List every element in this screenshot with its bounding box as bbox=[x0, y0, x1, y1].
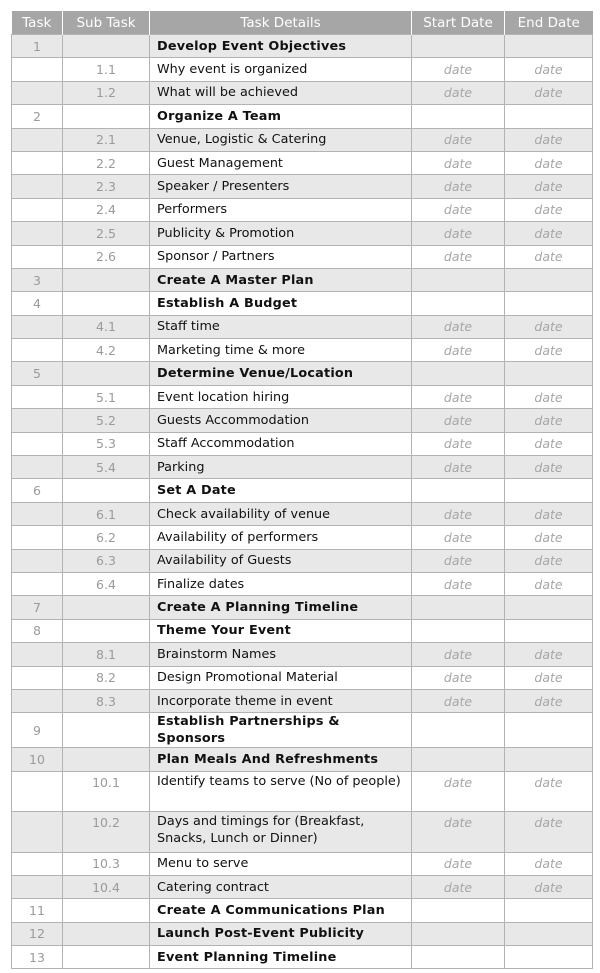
task-detail: Event location hiring bbox=[150, 385, 412, 408]
start-date: date bbox=[412, 852, 505, 875]
subtask-number: 10.1 bbox=[63, 771, 150, 811]
subtask-row bbox=[12, 222, 593, 245]
end-date: date bbox=[505, 572, 593, 595]
task-row bbox=[12, 748, 593, 771]
subtask-number bbox=[63, 479, 150, 502]
end-date: date bbox=[505, 245, 593, 268]
subtask-row bbox=[12, 526, 593, 549]
task-number: 1 bbox=[12, 35, 63, 58]
end-date: date bbox=[505, 128, 593, 151]
start-date: date bbox=[412, 175, 505, 198]
subtask-row bbox=[12, 151, 593, 174]
task-detail: Plan Meals And Refreshments bbox=[150, 748, 412, 771]
subtask-row bbox=[12, 385, 593, 408]
subtask-number: 2.6 bbox=[63, 245, 150, 268]
end-date bbox=[505, 596, 593, 619]
task-number: 6 bbox=[12, 479, 63, 502]
task-detail: Venue, Logistic & Catering bbox=[150, 128, 412, 151]
task-detail: Guest Management bbox=[150, 151, 412, 174]
task-detail: Establish Partnerships & Sponsors bbox=[150, 713, 412, 748]
task-number: 10 bbox=[12, 748, 63, 771]
task-number bbox=[12, 315, 63, 338]
start-date: date bbox=[412, 502, 505, 525]
start-date bbox=[412, 713, 505, 748]
subtask-row bbox=[12, 572, 593, 595]
end-date: date bbox=[505, 666, 593, 689]
subtask-number: 6.2 bbox=[63, 526, 150, 549]
subtask-number: 2.3 bbox=[63, 175, 150, 198]
task-row bbox=[12, 922, 593, 945]
task-number bbox=[12, 198, 63, 221]
end-date: date bbox=[505, 432, 593, 455]
subtask-number bbox=[63, 619, 150, 642]
start-date bbox=[412, 292, 505, 315]
end-date: date bbox=[505, 643, 593, 666]
start-date: date bbox=[412, 643, 505, 666]
start-date bbox=[412, 362, 505, 385]
end-date bbox=[505, 899, 593, 922]
task-number bbox=[12, 666, 63, 689]
end-date bbox=[505, 105, 593, 128]
subtask-number: 5.1 bbox=[63, 385, 150, 408]
header-start-date: Start Date bbox=[412, 11, 505, 35]
end-date: date bbox=[505, 502, 593, 525]
task-row bbox=[12, 899, 593, 922]
header-task: Task bbox=[12, 11, 63, 35]
task-number bbox=[12, 432, 63, 455]
subtask-number bbox=[63, 105, 150, 128]
subtask-number: 6.1 bbox=[63, 502, 150, 525]
start-date: date bbox=[412, 385, 505, 408]
subtask-row bbox=[12, 689, 593, 712]
end-date: date bbox=[505, 689, 593, 712]
subtask-number: 8.3 bbox=[63, 689, 150, 712]
end-date: date bbox=[505, 549, 593, 572]
start-date: date bbox=[412, 689, 505, 712]
subtask-number: 8.1 bbox=[63, 643, 150, 666]
subtask-number bbox=[63, 748, 150, 771]
subtask-number bbox=[63, 35, 150, 58]
subtask-row bbox=[12, 175, 593, 198]
task-row bbox=[12, 946, 593, 969]
task-number bbox=[12, 771, 63, 811]
task-number bbox=[12, 526, 63, 549]
task-detail: Performers bbox=[150, 198, 412, 221]
task-detail: Speaker / Presenters bbox=[150, 175, 412, 198]
start-date: date bbox=[412, 409, 505, 432]
task-number bbox=[12, 175, 63, 198]
task-detail: Incorporate theme in event bbox=[150, 689, 412, 712]
subtask-row bbox=[12, 812, 593, 852]
start-date: date bbox=[412, 315, 505, 338]
task-detail: What will be achieved bbox=[150, 81, 412, 104]
task-number bbox=[12, 151, 63, 174]
start-date: date bbox=[412, 549, 505, 572]
task-detail: Why event is organized bbox=[150, 58, 412, 81]
task-detail: Create A Planning Timeline bbox=[150, 596, 412, 619]
end-date bbox=[505, 292, 593, 315]
subtask-row bbox=[12, 81, 593, 104]
task-number: 4 bbox=[12, 292, 63, 315]
subtask-number: 6.3 bbox=[63, 549, 150, 572]
start-date: date bbox=[412, 151, 505, 174]
task-number bbox=[12, 689, 63, 712]
subtask-number: 10.4 bbox=[63, 875, 150, 898]
task-number bbox=[12, 812, 63, 852]
subtask-row bbox=[12, 128, 593, 151]
task-detail: Determine Venue/Location bbox=[150, 362, 412, 385]
subtask-number bbox=[63, 922, 150, 945]
subtask-row bbox=[12, 198, 593, 221]
task-number: 12 bbox=[12, 922, 63, 945]
task-number bbox=[12, 222, 63, 245]
end-date bbox=[505, 946, 593, 969]
end-date: date bbox=[505, 222, 593, 245]
end-date: date bbox=[505, 409, 593, 432]
task-row bbox=[12, 105, 593, 128]
end-date bbox=[505, 922, 593, 945]
subtask-row bbox=[12, 643, 593, 666]
header-end-date: End Date bbox=[505, 11, 593, 35]
task-number bbox=[12, 643, 63, 666]
subtask-row bbox=[12, 666, 593, 689]
task-number bbox=[12, 456, 63, 479]
task-number: 7 bbox=[12, 596, 63, 619]
subtask-number: 1.2 bbox=[63, 81, 150, 104]
subtask-number: 8.2 bbox=[63, 666, 150, 689]
end-date: date bbox=[505, 315, 593, 338]
task-row bbox=[12, 362, 593, 385]
task-detail: Design Promotional Material bbox=[150, 666, 412, 689]
task-number: 2 bbox=[12, 105, 63, 128]
task-number: 9 bbox=[12, 713, 63, 748]
end-date bbox=[505, 748, 593, 771]
task-number bbox=[12, 81, 63, 104]
task-number: 11 bbox=[12, 899, 63, 922]
task-detail: Publicity & Promotion bbox=[150, 222, 412, 245]
end-date: date bbox=[505, 385, 593, 408]
task-number bbox=[12, 409, 63, 432]
task-detail: Create A Master Plan bbox=[150, 268, 412, 291]
task-number bbox=[12, 339, 63, 362]
task-detail: Guests Accommodation bbox=[150, 409, 412, 432]
subtask-number: 2.2 bbox=[63, 151, 150, 174]
end-date: date bbox=[505, 81, 593, 104]
subtask-row bbox=[12, 58, 593, 81]
end-date: date bbox=[505, 456, 593, 479]
subtask-row bbox=[12, 502, 593, 525]
task-detail: Theme Your Event bbox=[150, 619, 412, 642]
subtask-row bbox=[12, 409, 593, 432]
subtask-number: 5.3 bbox=[63, 432, 150, 455]
event-planning-table-container bbox=[11, 11, 592, 969]
task-number bbox=[12, 502, 63, 525]
start-date: date bbox=[412, 58, 505, 81]
task-number bbox=[12, 245, 63, 268]
task-detail: Establish A Budget bbox=[150, 292, 412, 315]
subtask-number: 4.1 bbox=[63, 315, 150, 338]
task-number bbox=[12, 572, 63, 595]
task-number bbox=[12, 128, 63, 151]
task-detail: Menu to serve bbox=[150, 852, 412, 875]
start-date: date bbox=[412, 339, 505, 362]
start-date: date bbox=[412, 128, 505, 151]
start-date bbox=[412, 899, 505, 922]
task-detail: Check availability of venue bbox=[150, 502, 412, 525]
subtask-row bbox=[12, 339, 593, 362]
task-detail: Develop Event Objectives bbox=[150, 35, 412, 58]
start-date: date bbox=[412, 222, 505, 245]
start-date bbox=[412, 619, 505, 642]
subtask-row bbox=[12, 852, 593, 875]
start-date: date bbox=[412, 771, 505, 811]
task-detail: Catering contract bbox=[150, 875, 412, 898]
subtask-number: 5.4 bbox=[63, 456, 150, 479]
task-detail: Parking bbox=[150, 456, 412, 479]
subtask-number bbox=[63, 713, 150, 748]
end-date bbox=[505, 362, 593, 385]
subtask-number bbox=[63, 362, 150, 385]
start-date: date bbox=[412, 245, 505, 268]
task-detail: Staff time bbox=[150, 315, 412, 338]
start-date bbox=[412, 268, 505, 291]
start-date bbox=[412, 479, 505, 502]
subtask-number bbox=[63, 899, 150, 922]
task-number bbox=[12, 58, 63, 81]
end-date: date bbox=[505, 58, 593, 81]
header-row bbox=[12, 11, 593, 35]
subtask-row bbox=[12, 245, 593, 268]
task-row bbox=[12, 619, 593, 642]
end-date: date bbox=[505, 339, 593, 362]
start-date: date bbox=[412, 572, 505, 595]
task-row bbox=[12, 596, 593, 619]
start-date bbox=[412, 922, 505, 945]
subtask-row bbox=[12, 456, 593, 479]
end-date: date bbox=[505, 875, 593, 898]
task-detail: Availability of Guests bbox=[150, 549, 412, 572]
subtask-number: 2.5 bbox=[63, 222, 150, 245]
task-row bbox=[12, 479, 593, 502]
task-detail: Days and timings for (Breakfast, Snacks, Lunch or Dinner) bbox=[150, 812, 412, 852]
subtask-number: 4.2 bbox=[63, 339, 150, 362]
task-detail: Brainstorm Names bbox=[150, 643, 412, 666]
task-detail: Availability of performers bbox=[150, 526, 412, 549]
subtask-row bbox=[12, 771, 593, 811]
start-date: date bbox=[412, 812, 505, 852]
event-planning-table bbox=[11, 11, 593, 969]
task-number bbox=[12, 852, 63, 875]
start-date bbox=[412, 596, 505, 619]
task-detail: Sponsor / Partners bbox=[150, 245, 412, 268]
start-date: date bbox=[412, 432, 505, 455]
subtask-number bbox=[63, 946, 150, 969]
end-date: date bbox=[505, 852, 593, 875]
subtask-number: 10.3 bbox=[63, 852, 150, 875]
subtask-number: 2.4 bbox=[63, 198, 150, 221]
end-date bbox=[505, 713, 593, 748]
start-date: date bbox=[412, 666, 505, 689]
end-date: date bbox=[505, 812, 593, 852]
task-detail: Organize A Team bbox=[150, 105, 412, 128]
end-date bbox=[505, 619, 593, 642]
subtask-row bbox=[12, 432, 593, 455]
task-row bbox=[12, 268, 593, 291]
subtask-number bbox=[63, 596, 150, 619]
subtask-number bbox=[63, 268, 150, 291]
end-date: date bbox=[505, 175, 593, 198]
start-date bbox=[412, 946, 505, 969]
subtask-number: 1.1 bbox=[63, 58, 150, 81]
subtask-number: 10.2 bbox=[63, 812, 150, 852]
task-row bbox=[12, 713, 593, 748]
task-detail: Staff Accommodation bbox=[150, 432, 412, 455]
start-date: date bbox=[412, 526, 505, 549]
table-body bbox=[12, 35, 593, 969]
task-detail: Create A Communications Plan bbox=[150, 899, 412, 922]
subtask-number bbox=[63, 292, 150, 315]
end-date: date bbox=[505, 198, 593, 221]
start-date bbox=[412, 35, 505, 58]
task-row bbox=[12, 292, 593, 315]
task-detail: Set A Date bbox=[150, 479, 412, 502]
subtask-row bbox=[12, 549, 593, 572]
task-number: 5 bbox=[12, 362, 63, 385]
start-date: date bbox=[412, 875, 505, 898]
task-row bbox=[12, 35, 593, 58]
task-detail: Marketing time & more bbox=[150, 339, 412, 362]
subtask-number: 6.4 bbox=[63, 572, 150, 595]
start-date: date bbox=[412, 81, 505, 104]
start-date bbox=[412, 748, 505, 771]
start-date: date bbox=[412, 198, 505, 221]
task-number bbox=[12, 875, 63, 898]
task-detail: Event Planning Timeline bbox=[150, 946, 412, 969]
end-date bbox=[505, 35, 593, 58]
task-number bbox=[12, 549, 63, 572]
start-date bbox=[412, 105, 505, 128]
task-detail: Finalize dates bbox=[150, 572, 412, 595]
end-date bbox=[505, 479, 593, 502]
start-date: date bbox=[412, 456, 505, 479]
task-detail: Identify teams to serve (No of people) bbox=[150, 771, 412, 811]
task-number: 3 bbox=[12, 268, 63, 291]
header-sub-task: Sub Task bbox=[63, 11, 150, 35]
task-detail: Launch Post-Event Publicity bbox=[150, 922, 412, 945]
end-date: date bbox=[505, 151, 593, 174]
task-number bbox=[12, 385, 63, 408]
subtask-row bbox=[12, 315, 593, 338]
subtask-number: 2.1 bbox=[63, 128, 150, 151]
end-date: date bbox=[505, 771, 593, 811]
end-date bbox=[505, 268, 593, 291]
subtask-number: 5.2 bbox=[63, 409, 150, 432]
subtask-row bbox=[12, 875, 593, 898]
task-number: 13 bbox=[12, 946, 63, 969]
end-date: date bbox=[505, 526, 593, 549]
header-task-details: Task Details bbox=[150, 11, 412, 35]
task-number: 8 bbox=[12, 619, 63, 642]
